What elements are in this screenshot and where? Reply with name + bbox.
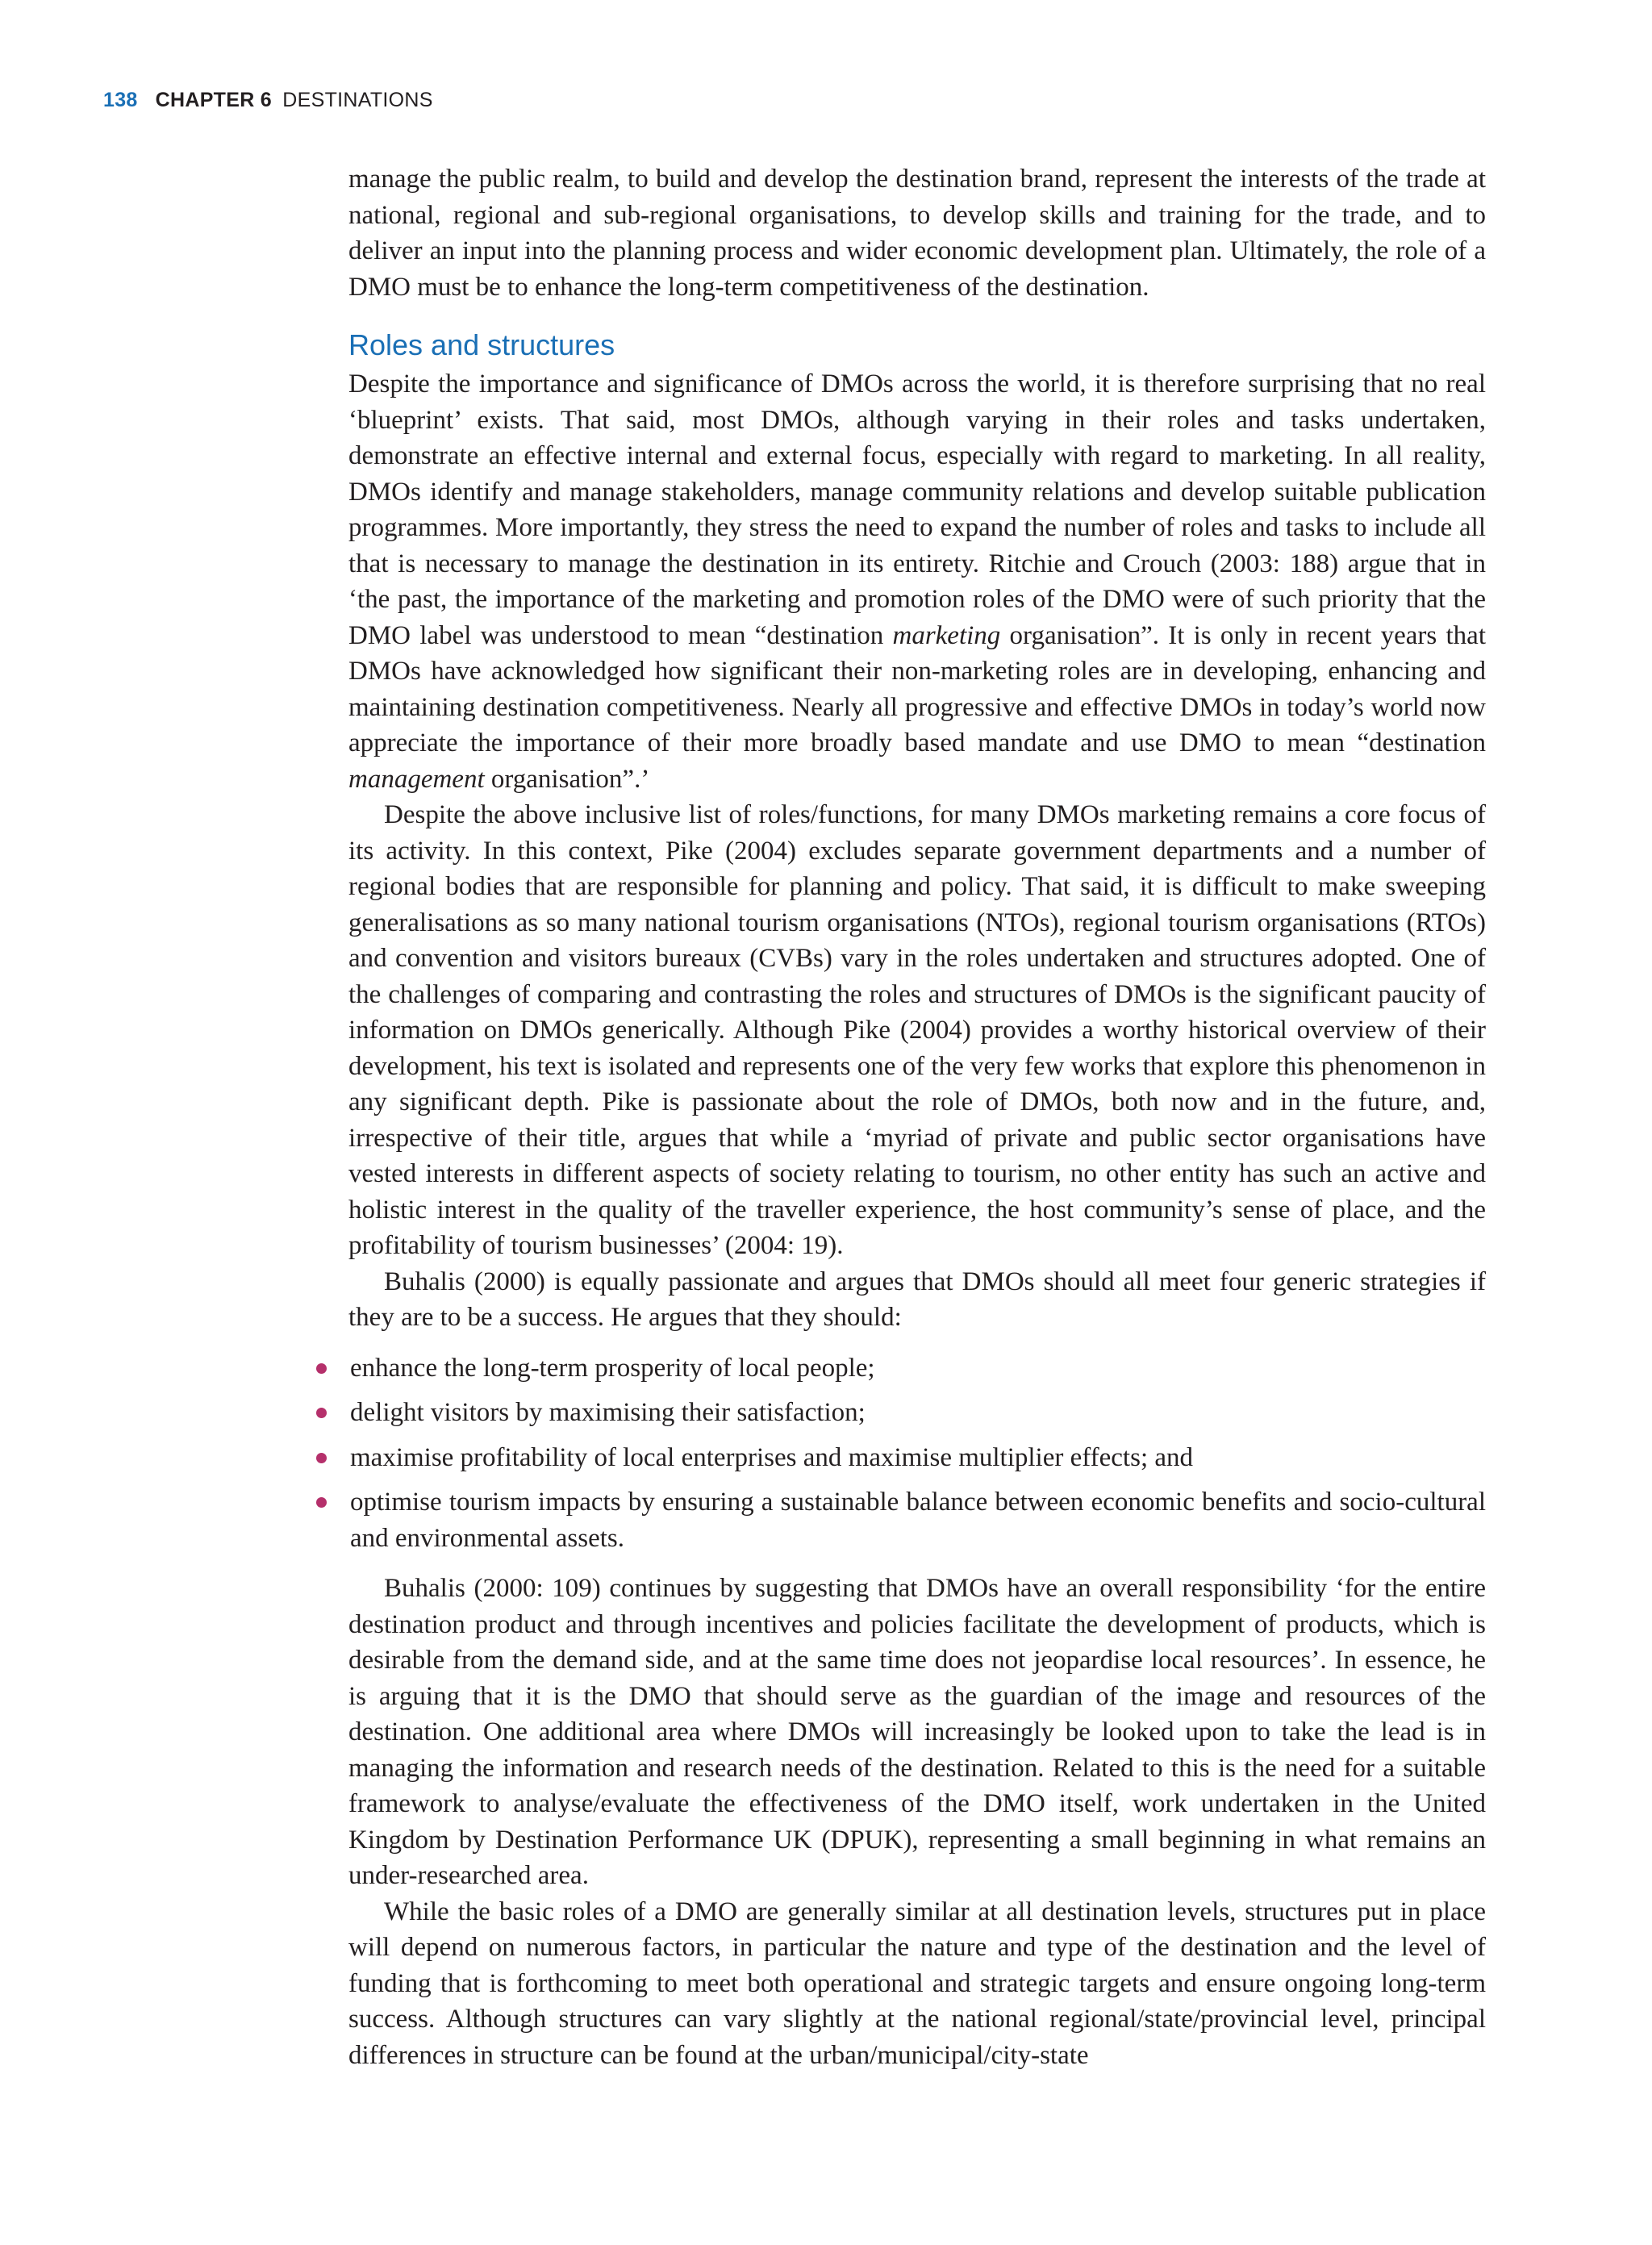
- bullet-dot-icon: [316, 1453, 327, 1463]
- paragraph-buhalis-continued: Buhalis (2000: 109) continues by suggesting that DMOs have an overall responsibility ‘for the entire destination product and through incentives and policies facilitate the development of products, which is desirable from the demand side, and at the same time does not jeopardise local resources’. In essence, he is arguing that it is the DMO that should serve as the guardian of the image and resources of the destination. One additional area where DMOs will increasingly be looked upon to take the lead is in managing the information and research needs of the destination. Related to this is the need for a suitable framework to analyse/evaluate the effectiveness of the DMO itself, work undertaken in the United Kingdom by Destination Performance UK (DPUK), representing a small beginning in what remains an under-researched area.: [348, 1574, 1486, 1890]
- bullet-dot-icon: [316, 1363, 327, 1374]
- list-item: [316, 1484, 1486, 1556]
- intro-paragraph: manage the public realm, to build and develop the destination brand, represent the interests of the trade at national, regional and sub-regional organisations, to develop skills and training for the trade, and to deliver an input into the planning process and wider economic development plan. Ultimately, the role of a DMO must be to enhance the long-term competitiveness of the destination.: [348, 165, 1486, 302]
- running-head: [103, 89, 433, 112]
- list-item: [316, 1395, 1486, 1431]
- chapter-label: CHAPTER 6: [155, 89, 273, 111]
- text-run: Despite the importance and significance of DMOs across the world, it is therefore surprising that no real ‘blueprint’ exists. That said, most DMOs, although varying in their roles and tasks undertaken, demonstrate an effective internal and external focus, especially with regard to marketing. In all reality, DMOs identify and manage stakeholders, manage community relations and develop suitable publication programmes. More importantly, they stress the need to expand the number of roles and tasks to include all that is necessary to manage the destination in its entirety. Ritchie and Crouch (2003: 188) argue that in ‘the past, the importance of the marketing and promotion roles of the DMO were of such priority that the DMO label was understood to mean “destination: [348, 369, 1486, 650]
- list-item-text: optimise tourism impacts by ensuring a sustainable balance between economic benefits and socio-cultural and environmental assets.: [350, 1488, 1486, 1553]
- section-heading: Roles and structures: [348, 328, 615, 361]
- paragraph-structures: While the basic roles of a DMO are generally similar at all destination levels, structures put in place will depend on numerous factors, in particular the nature and type of the destination and the level of funding that is forthcoming to meet both operational and strategic targets and ensure ongoing long-term success. Although structures can vary slightly at the national regional/state/provincial level, principal differences in structure can be found at the urban/municipal/city-state: [348, 1897, 1486, 2070]
- list-item: [316, 1350, 1486, 1387]
- text-run: organisation”. It is only in recent years that DMOs have acknowledged how significant their non-marketing roles are in developing, enhancing and maintaining destination competitiveness. Nearly all progressive and effective DMOs in today’s world now appreciate the importance of their more broadly based mandate and use DMO to mean “destination: [348, 620, 1486, 757]
- list-item-text: maximise profitability of local enterprises and maximise multiplier effects; and: [350, 1442, 1194, 1472]
- list-item: [316, 1440, 1486, 1476]
- italic-term-marketing: marketing: [892, 620, 1001, 650]
- list-item-text: delight visitors by maximising their satisfaction;: [350, 1398, 866, 1427]
- italic-term-management: management: [348, 764, 485, 794]
- bullet-dot-icon: [316, 1408, 327, 1418]
- paragraph-buhalis-intro: Buhalis (2000) is equally passionate and argues that DMOs should all meet four generic strategies if they are to be a success. He argues that they should:: [348, 1266, 1486, 1332]
- paragraph-pike: Despite the above inclusive list of roles/functions, for many DMOs marketing remains a core focus of its activity. In this context, Pike (2004) excludes separate government departments and a number of regional bodies that are responsible for planning and policy. That said, it is difficult to make sweeping generalisations as so many national tourism organisations (NTOs), regional tourism organisations (RTOs) and convention and visitors bureaux (CVBs) vary in the roles undertaken and structures adopted. One of the challenges of comparing and contrasting the roles and structures of DMOs is the significant paucity of information on DMOs generically. Although Pike (2004) provides a worthy historical overview of their development, his text is isolated and represents one of the very few works that explore this phenomenon in any significant depth. Pike is passionate about the role of DMOs, both now and in the future, and, irrespective of their title, argues that while a ‘myriad of private and public sector organisations have vested interests in different aspects of society relating to tourism, no other entity has such an active and holistic interest in the quality of the traveller experience, the host community’s sense of place, and the profitability of tourism businesses’ (2004: 19).: [348, 800, 1486, 1260]
- page-body: [348, 161, 1486, 2073]
- text-run: organisation”.’: [484, 764, 650, 794]
- bullet-dot-icon: [316, 1497, 327, 1508]
- paragraph-roles: [348, 366, 1486, 797]
- page-number: 138: [103, 89, 138, 111]
- strategy-list: [348, 1350, 1486, 1557]
- list-item-text: enhance the long-term prosperity of local people;: [350, 1353, 875, 1383]
- chapter-title: DESTINATIONS: [282, 89, 433, 111]
